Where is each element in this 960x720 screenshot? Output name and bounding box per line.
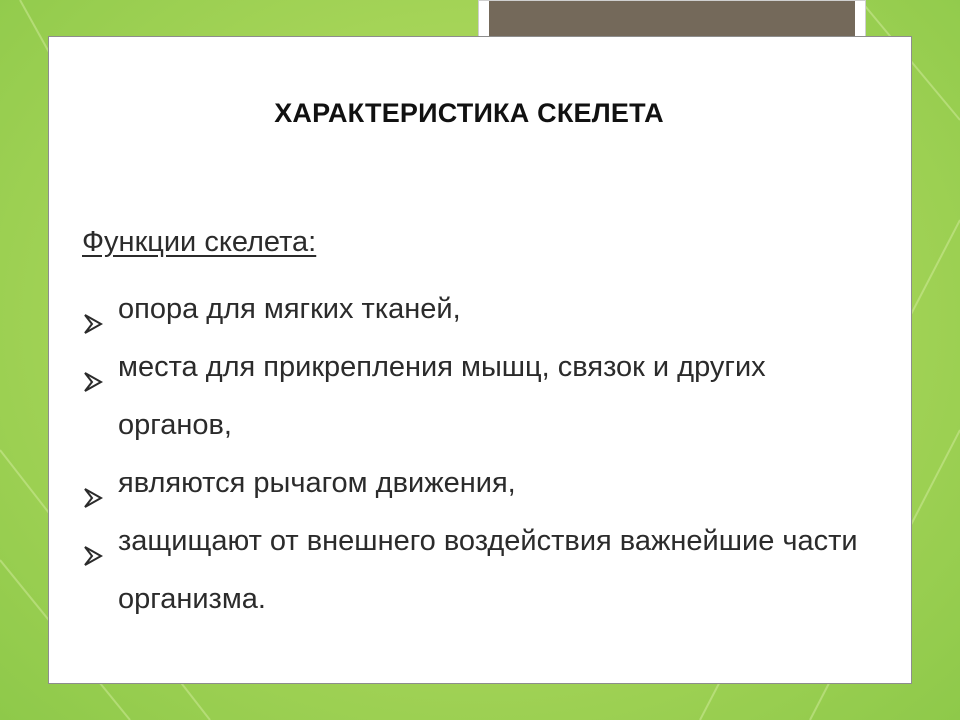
bullet-item — [82, 280, 872, 338]
arrowhead-bullet-icon — [83, 355, 103, 377]
arrowhead-bullet-icon — [83, 297, 103, 319]
bullet-item — [82, 512, 872, 628]
bullet-item — [82, 454, 872, 512]
bullet-text: защищают от внешнего воздействия важнейшие части организма. — [118, 525, 858, 615]
slide-title: ХАРАКТЕРИСТИКА СКЕЛЕТА — [274, 98, 664, 128]
bullet-text: опора для мягких тканей, — [118, 293, 461, 325]
bullet-text: являются рычагом движения, — [118, 467, 516, 499]
arrowhead-bullet-icon — [83, 529, 103, 551]
bullet-text: места для прикрепления мышц, связок и других органов, — [118, 351, 766, 441]
slide-content — [82, 220, 872, 628]
subtitle: Функции скелета: — [82, 226, 317, 258]
bullet-item — [82, 338, 872, 454]
arrowhead-bullet-icon — [83, 471, 103, 493]
